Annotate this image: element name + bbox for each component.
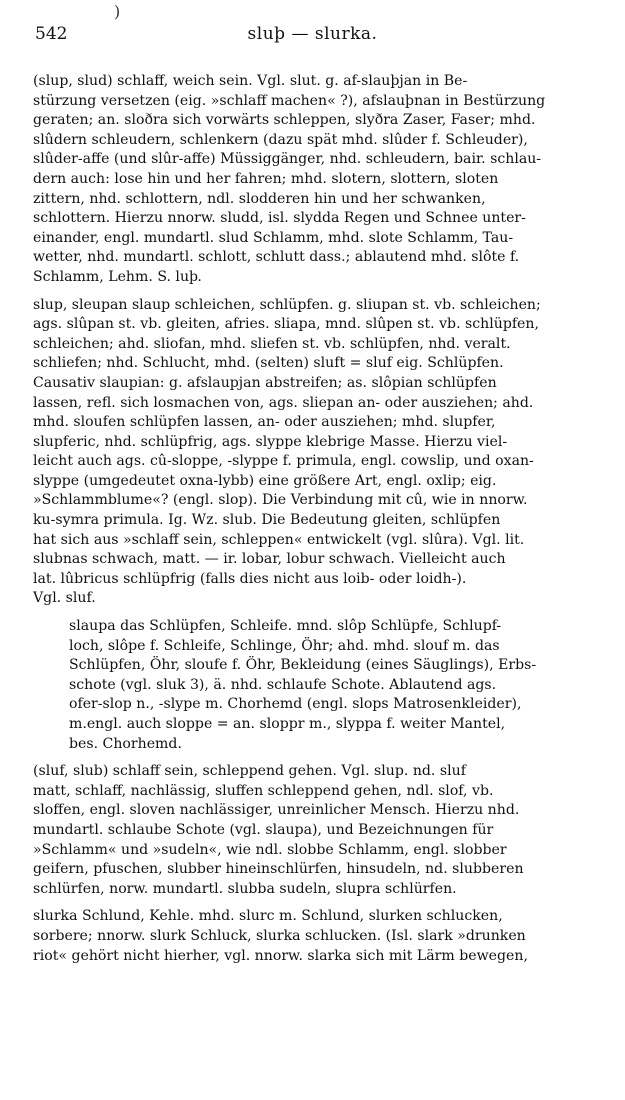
- entry-line: bes. Chorhemd.: [69, 735, 182, 752]
- entry-line: loch, slôpe f. Schleife, Schlinge, Öhr; ahd. mhd. slouf m. das: [69, 637, 500, 654]
- entry-line: slûder-affe (und slûr-affe) Müssiggänger, nhd. schleudern, bair. schlau-: [33, 151, 542, 168]
- entry-line: geraten; an. sloðra sich vorwärts schleppen, slyðra Zaser, Faser; mhd.: [33, 112, 536, 129]
- entry-line: zittern, nhd. schlottern, ndl. slodderen hin und her schwanken,: [33, 190, 486, 207]
- entry-line: Vgl. sluf.: [33, 590, 96, 607]
- dictionary-entry: [33, 296, 607, 610]
- entry-line: »Schlamm« und »sudeln«, wie ndl. slobbe Schlamm, engl. slobber: [33, 841, 507, 858]
- entry-line: Causativ slaupian: g. afslaupjan abstreifen; as. slôpian schlüpfen: [33, 374, 497, 391]
- entry-line: mundartl. schlaube Schote (vgl. slaupa), und Bezeichnungen für: [33, 821, 494, 838]
- entry-line: ags. slûpan st. vb. gleiten, afries. sliapa, mnd. slûpen st. vb. schlüpfen,: [33, 316, 539, 333]
- entry-line: (slup, slud) schlaff, weich sein. Vgl. slut. g. af-slauþjan in Be-: [33, 73, 468, 89]
- entry-line: leicht auch ags. cû-sloppe, -slyppe f. primula, engl. cowslip, und oxan-: [33, 453, 534, 470]
- entry-line: slup, sleupan slaup schleichen, schlüpfen. g. sliupan st. vb. schleichen;: [33, 296, 541, 313]
- entry-line: matt, schlaff, nachlässig, sluffen schleppend gehen, ndl. slof, vb.: [33, 782, 494, 799]
- entry-line: (sluf, slub) schlaff sein, schleppend gehen. Vgl. slup. nd. sluf: [33, 763, 466, 780]
- entry-line: stürzung versetzen (eig. »schlaff machen« ?), afslauþnan in Bestürzung: [33, 92, 546, 109]
- entry-line: sorbere; nnorw. slurk Schluck, slurka schlucken. (Isl. slark »drunken: [33, 927, 526, 944]
- entry-line: sloffen, engl. sloven nachlässiger, unreinlicher Mensch. Hierzu nhd.: [33, 802, 520, 819]
- entry-line: schote (vgl. sluk 3), ä. nhd. schlaufe Schote. Ablautend ags.: [69, 676, 497, 693]
- entries-body: [33, 72, 607, 974]
- entry-line: Schlamm, Lehm. S. luþ.: [33, 268, 202, 285]
- entry-line: wetter, nhd. mundartl. schlott, schlutt dass.; ablautend mhd. slôte f.: [33, 249, 520, 266]
- dictionary-entry: [33, 907, 607, 966]
- entry-line: lassen, refl. sich losmachen von, ags. sliepan an- oder ausziehen; ahd.: [33, 394, 534, 411]
- entry-line: m.engl. auch sloppe = an. sloppr m., slyppa f. weiter Mantel,: [69, 716, 506, 732]
- entry-line: ku-symra primula. Ig. Wz. slub. Die Bedeutung gleiten, schlüpfen: [33, 512, 501, 529]
- entry-line: »Schlammblume«? (engl. slop). Die Verbindung mit cû, wie in nnorw.: [33, 492, 528, 509]
- dictionary-entry: [33, 762, 607, 899]
- page-header: [0, 2, 625, 54]
- running-title: sluþ — slurka.: [247, 24, 378, 44]
- entry-line: einander, engl. mundartl. slud Schlamm, mhd. slote Schlamm, Tau-: [33, 229, 514, 246]
- entry-line: schlottern. Hierzu nnorw. sludd, isl. slydda Regen und Schnee unter-: [33, 210, 526, 227]
- entry-line: schliefen; nhd. Schlucht, mhd. (selten) sluft = sluf eig. Schlüpfen.: [33, 355, 504, 372]
- entry-line: lat. lûbricus schlüpfrig (falls dies nicht aus loib- oder loidh-).: [33, 570, 467, 587]
- top-mark: ): [114, 2, 121, 21]
- entry-line: slûdern schleudern, schlenkern (dazu spät mhd. slûder f. Schleuder),: [33, 131, 528, 148]
- entry-line: mhd. sloufen schlüpfen lassen, an- oder ausziehen; mhd. slupfer,: [33, 414, 496, 431]
- entry-line: hat sich aus »schlaff sein, schleppen« entwickelt (vgl. slûra). Vgl. lit.: [33, 531, 525, 548]
- dictionary-entry: [33, 617, 607, 754]
- entry-line: slubnas schwach, matt. — ir. lobar, lobur schwach. Vielleicht auch: [33, 551, 506, 568]
- entry-line: geifern, pfuschen, slubber hineinschlürfen, hinsudeln, nd. slubberen: [33, 861, 524, 878]
- entry-line: slupferic, nhd. schlüpfrig, ags. slyppe klebrige Masse. Hierzu viel-: [33, 433, 508, 450]
- entry-line: ofer-slop n., -slype m. Chorhemd (engl. slops Matrosenkleider),: [69, 696, 522, 713]
- entry-line: riot« gehört nicht hierher, vgl. nnorw. slarka sich mit Lärm bewegen,: [33, 947, 528, 964]
- entry-line: dern auch: lose hin und her fahren; mhd. slotern, slottern, sloten: [33, 170, 499, 187]
- page-number: 542: [35, 24, 68, 44]
- entry-line: schleichen; ahd. sliofan, mhd. sliefen st. vb. schlüpfen, nhd. veralt.: [33, 335, 511, 352]
- entry-line: Schlüpfen, Öhr, sloufe f. Öhr, Bekleidung (eines Säuglings), Erbs-: [69, 657, 537, 674]
- entry-line: slyppe (umgedeutet oxna-lybb) eine größere Art, engl. oxlip; eig.: [33, 472, 497, 489]
- entry-line: slurka Schlund, Kehle. mhd. slurc m. Schlund, slurken schlucken,: [33, 908, 503, 925]
- entry-line: schlürfen, norw. mundartl. slubba sudeln, slupra schlürfen.: [33, 880, 457, 897]
- dictionary-entry: [33, 72, 607, 288]
- entry-line: slaupa das Schlüpfen, Schleife. mnd. slôp Schlüpfe, Schlupf-: [69, 618, 502, 635]
